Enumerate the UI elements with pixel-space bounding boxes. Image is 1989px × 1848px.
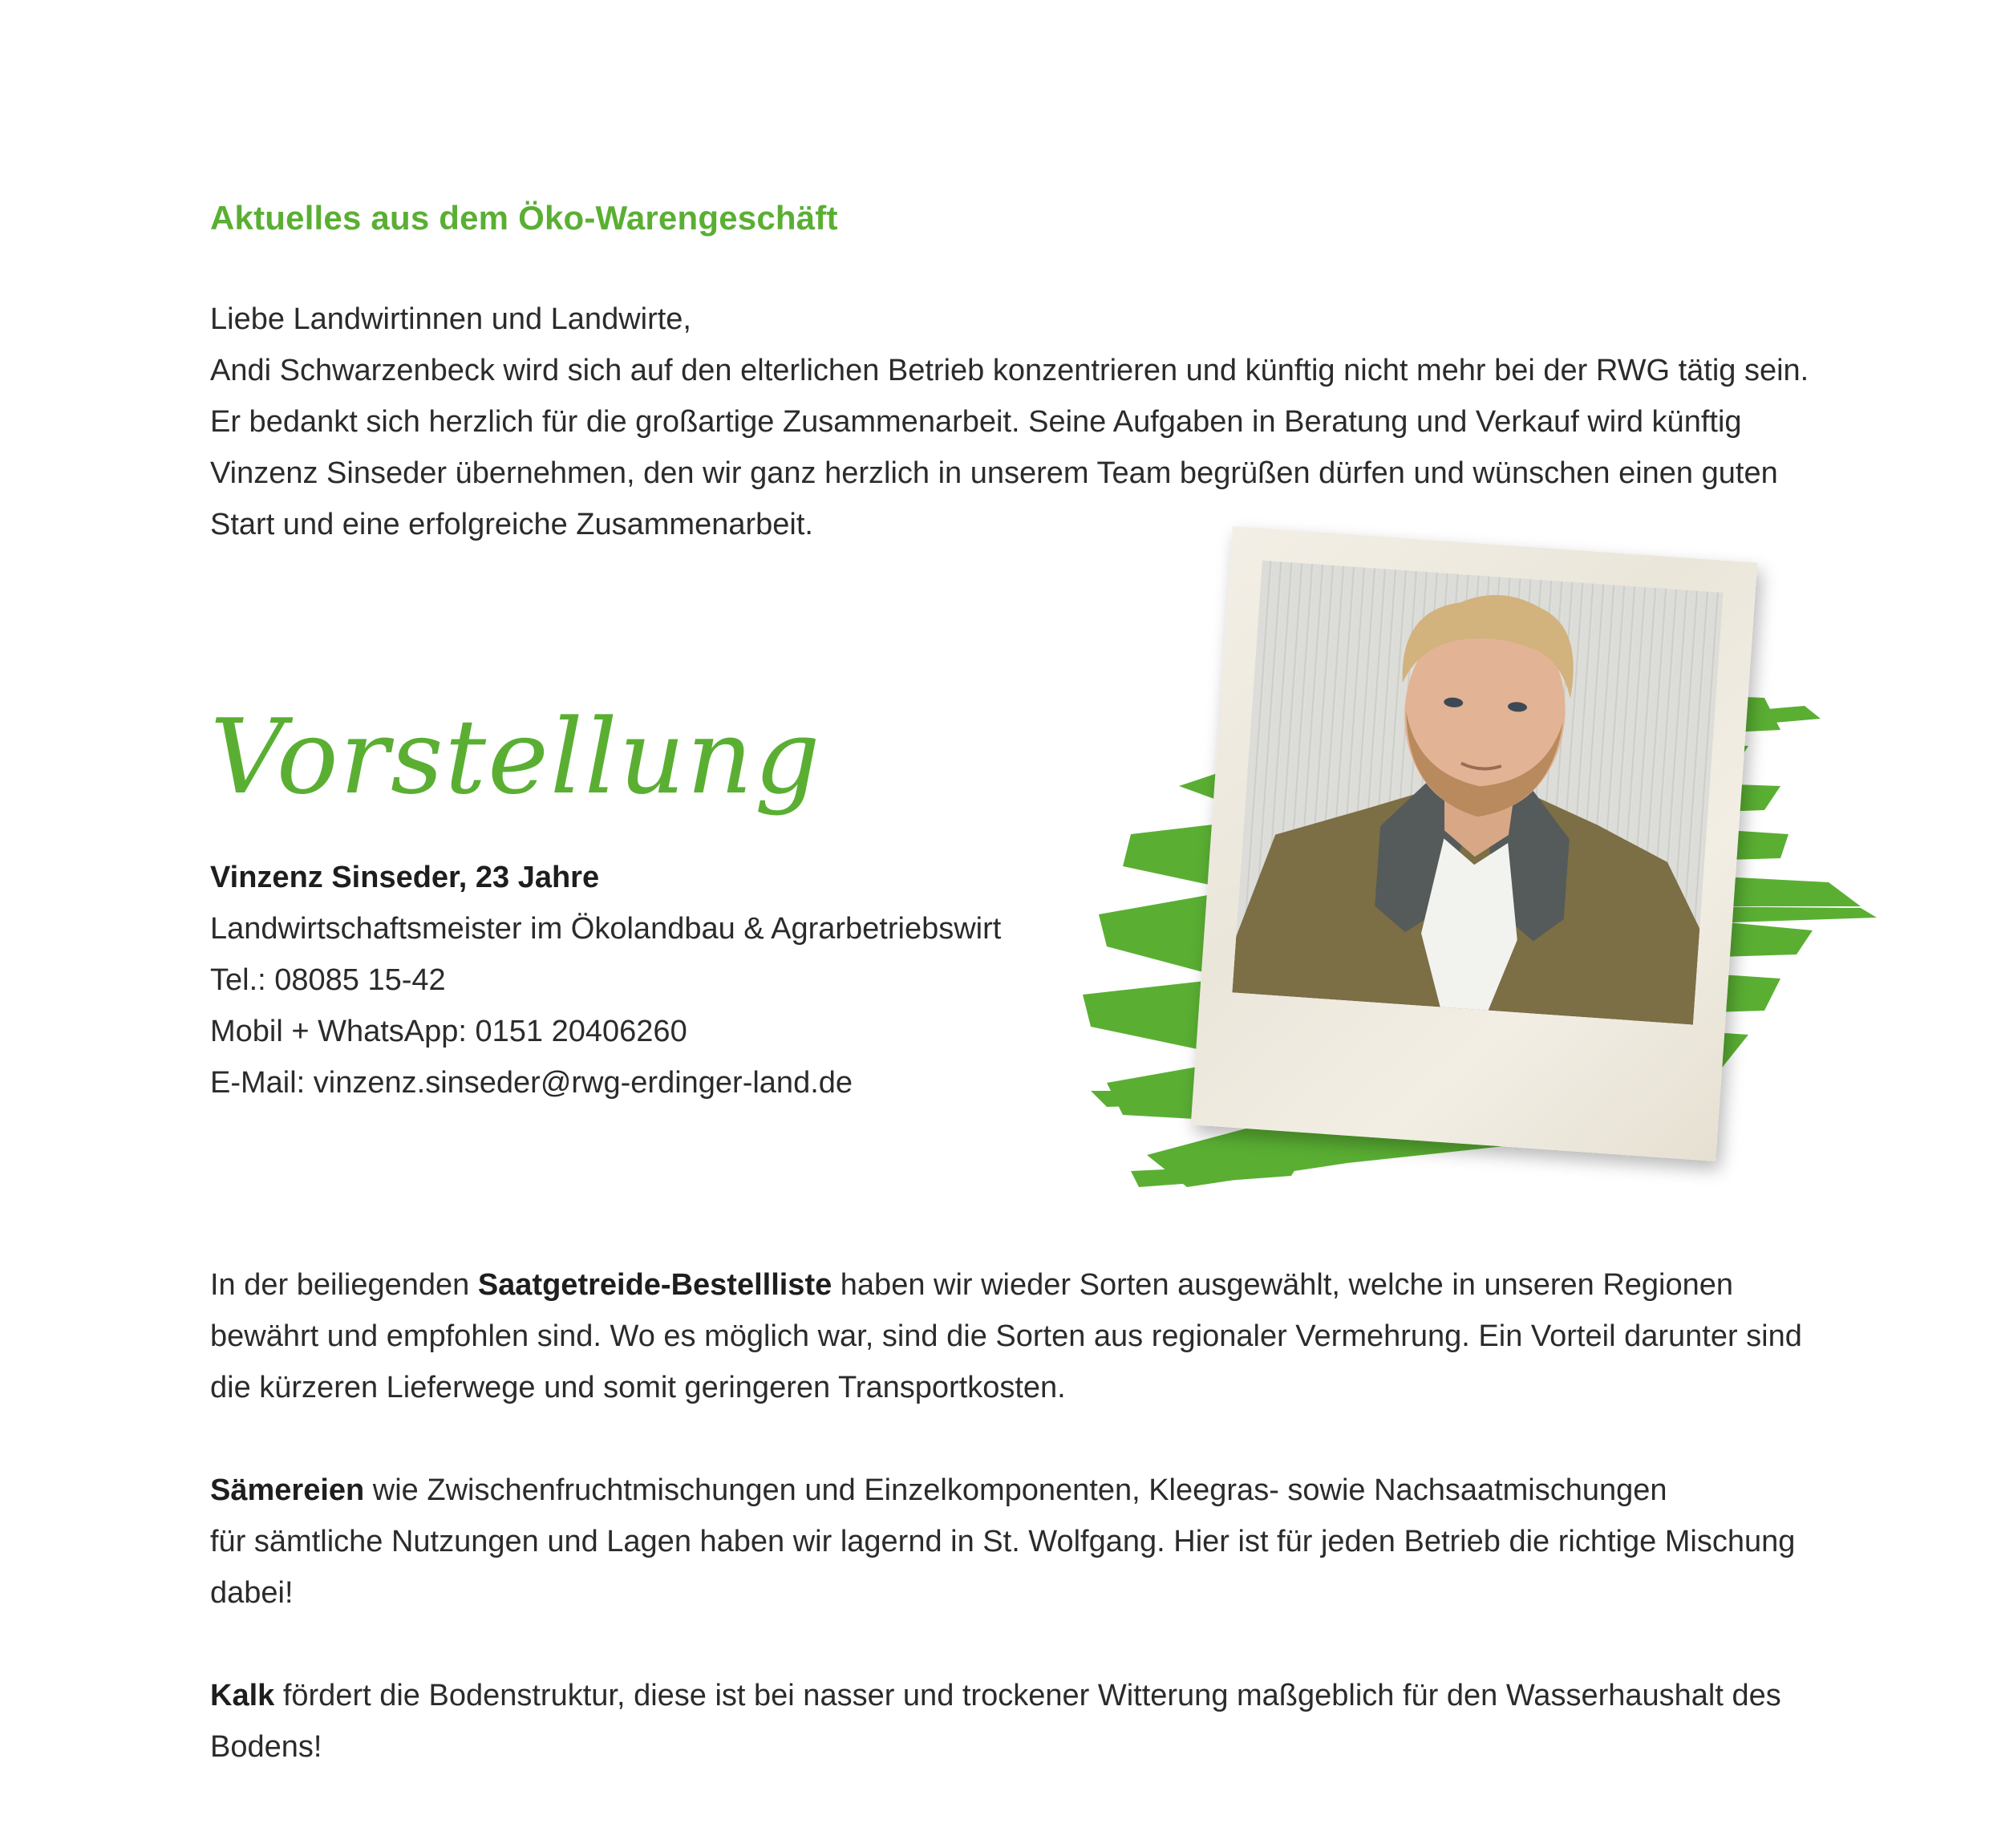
saemereien-paragraph <box>210 1465 1814 1619</box>
contact-email: E-Mail: vinzenz.sinseder@rwg-erdinger-land.de <box>210 1066 853 1100</box>
person-illustration <box>1232 561 1723 1025</box>
contact-phone: Tel.: 08085 15-42 <box>210 963 446 997</box>
saemereien-text-2: für sämtliche Nutzungen und Lagen haben wir lagernd in St. Wolfgang. Hier ist für jeden Betrieb die richtige Mischung dabei! <box>210 1525 1796 1610</box>
saemereien-text-1: wie Zwischenfruchtmischungen und Einzelkomponenten, Kleegras- sowie Nachsaatmischungen <box>364 1473 1667 1507</box>
kalk-text: fördert die Bodenstruktur, diese ist bei nasser und trockener Witterung maßgeblich für den Wasserhaushalt des Bodens! <box>210 1679 1781 1764</box>
kalk-label: Kalk <box>210 1679 275 1712</box>
saatgetreide-paragraph <box>210 1259 1814 1413</box>
saemereien-label: Sämereien <box>210 1473 365 1507</box>
contact-block <box>210 852 1001 1108</box>
vorstellung-title: Vorstellung <box>210 698 822 817</box>
saatgetreide-bestellliste-label: Saatgetreide-Bestellliste <box>477 1268 832 1302</box>
kalk-paragraph <box>210 1670 1814 1773</box>
intro-body: Andi Schwarzenbeck wird sich auf den elterlichen Betrieb konzentrieren und künftig nicht mehr bei der RWG tätig sein. Er bedankt sich herzlich für die großartige Zusammenarbeit. Seine Aufgaben in Beratung und Verkauf wird künftig Vinzenz Sinseder übernehmen, den wir ganz herzlich in unserem Team begrüßen dürfen und wünschen einen guten Start und eine erfolgreiche Zusammenarbeit. <box>210 354 1809 541</box>
greeting: Liebe Landwirtinnen und Landwirte, <box>210 302 691 336</box>
intro-paragraph <box>210 294 1814 550</box>
contact-name: Vinzenz Sinseder, 23 Jahre <box>210 861 600 894</box>
saatgut-text-pre: In der beiliegenden <box>210 1268 478 1302</box>
polaroid-frame <box>1191 526 1758 1161</box>
contact-role: Landwirtschaftsmeister im Ökolandbau & Agrarbetriebswirt <box>210 912 1002 946</box>
portrait-area <box>1059 529 1877 1219</box>
saatgut-text-post: haben wir wieder Sorten ausgewählt, welche in unseren Regionen bewährt und empfohlen sind. Wo es möglich war, sind die Sorten aus regionaler Vermehrung. Ein Vorteil darunter sind die kürzeren Lieferwege und somit geringeren Transportkosten. <box>210 1268 1802 1404</box>
contact-mobile: Mobil + WhatsApp: 0151 20406260 <box>210 1015 687 1048</box>
section-headline: Aktuelles aus dem Öko-Warengeschäft <box>210 199 838 237</box>
portrait-photo <box>1232 561 1723 1025</box>
